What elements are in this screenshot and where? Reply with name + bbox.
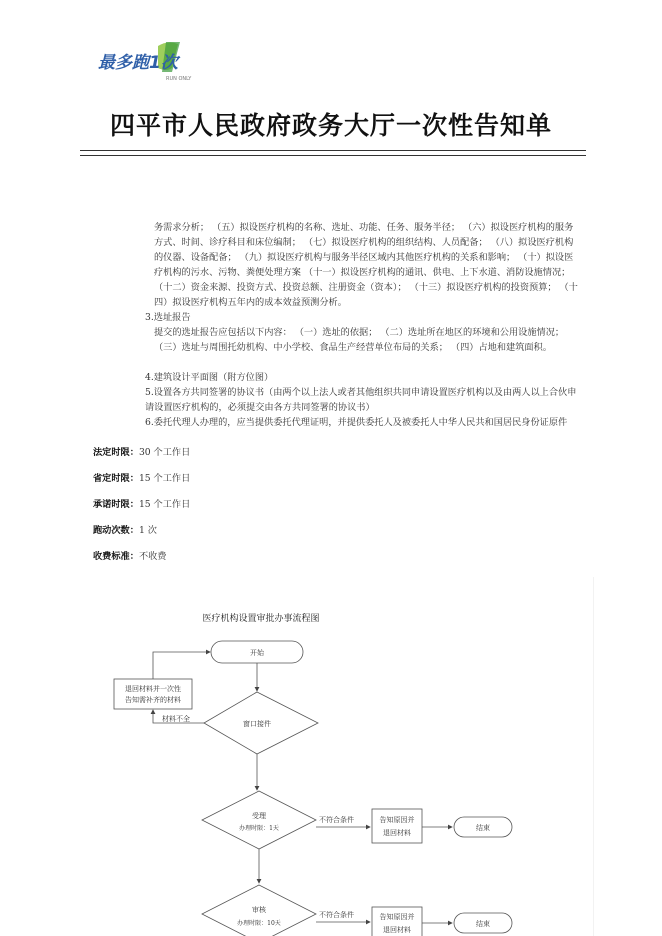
start-label: 开始 [250,649,264,657]
item-5: 5.设置各方共同签署的协议书（由两个以上法人或者其他组织共同申请设置医疗机构以及由两人以上合伙申请设置医疗机构的，必须提交由各方共同签署的协议书） [145,387,577,413]
approval-flowchart [86,577,594,936]
item-3-body: 提交的选址报告应包括以下内容： （一）选址的依据； （二）选址所在地区的环境和公用设施情况； （三）选址与周围托幼机构、中小学校、食品生产经营单位布局的关系； （四）占地和建筑面积。 [154,327,565,353]
end-label-2: 结束 [476,920,490,928]
provincial-time-label: 省定时限： [93,473,139,484]
promised-time-value: 15 个工作日 [138,499,191,510]
return-materials-line2: 告知需补齐的材料 [125,696,181,704]
legal-time-value: 30 个工作日 [138,447,191,458]
logo [96,38,206,82]
material-missing-label: 材料不全 [162,715,190,723]
visit-count-label: 跑动次数： [93,525,139,536]
review-time: 办理时限：10天 [237,920,281,927]
logo-subtext: RUN ONLY [166,76,192,82]
notice-line2-2: 退回材料 [383,926,411,934]
not-match-label-1: 不符合条件 [319,816,354,824]
page-title: 四平市人民政府政务大厅一次性告知单 [109,111,552,140]
visit-count [93,523,157,538]
review-label: 审核 [252,906,266,914]
promised-time-label: 承诺时限： [93,499,139,510]
return-materials-node [114,679,192,709]
notice-line1-1: 告知原因并 [379,816,415,824]
provincial-time-value: 15 个工作日 [138,473,191,484]
visit-count-value: 1 次 [138,525,157,536]
notice-line2-1: 退回材料 [383,829,411,837]
flowchart-title: 医疗机构设置审批办事流程图 [202,614,320,624]
requirement-paragraph: 务需求分析； （五）拟设医疗机构的名称、选址、功能、任务、服务半径； （六）拟设医疗机构的服务方式、时间、诊疗科目和床位编制； （七）拟设医疗机构的组织结构、人员配备； （八）拟设医疗机构的仪器、设备配备； （九）拟设医疗机构与服务半径区域内其他医疗机构的关系和影响； （十）拟设医疗机构的污水、污物、粪便处理方案 （十一）拟设医疗机构的通讯、供电、上下水道、消防设施情况； （十二）资金来源、投资方式、投资总额、注册资金（资本）； （十三）拟设医疗机构的投资预算； （十四）拟设医疗机构五年内的成本效益预测分析。 [154,222,578,308]
item-3-title: 3.选址报告 [145,312,191,323]
fee-standard-value: 不收费 [138,551,167,562]
logo-text: 最多跑1次 [98,53,178,73]
accept-time: 办理时限：1天 [239,825,279,832]
fee-standard-label: 收费标准： [93,551,139,562]
item-6: 6.委托代理人办理的，应当提供委托代理证明，并提供委托人及被委托人中华人民共和国居民身份证原件 [145,417,568,428]
legal-time-limit [93,445,190,460]
end-label-1: 结束 [476,824,490,832]
provincial-time-limit [93,471,190,486]
accept-label: 受理 [252,812,266,820]
window-accept-label: 窗口接件 [243,720,271,728]
title-divider [80,150,586,151]
not-match-label-2: 不符合条件 [319,911,354,919]
legal-time-label: 法定时限： [93,447,139,458]
notice-return-node-1 [372,809,422,843]
notice-line1-2: 告知原因并 [379,913,415,921]
flowchart-background [86,577,594,936]
item-4: 4.建筑设计平面图（附方位图） [145,372,274,383]
promised-time-limit [93,497,190,512]
return-materials-line1: 退回材料并一次性 [125,685,181,693]
title-divider-thin [80,155,586,156]
fee-standard [93,549,167,564]
